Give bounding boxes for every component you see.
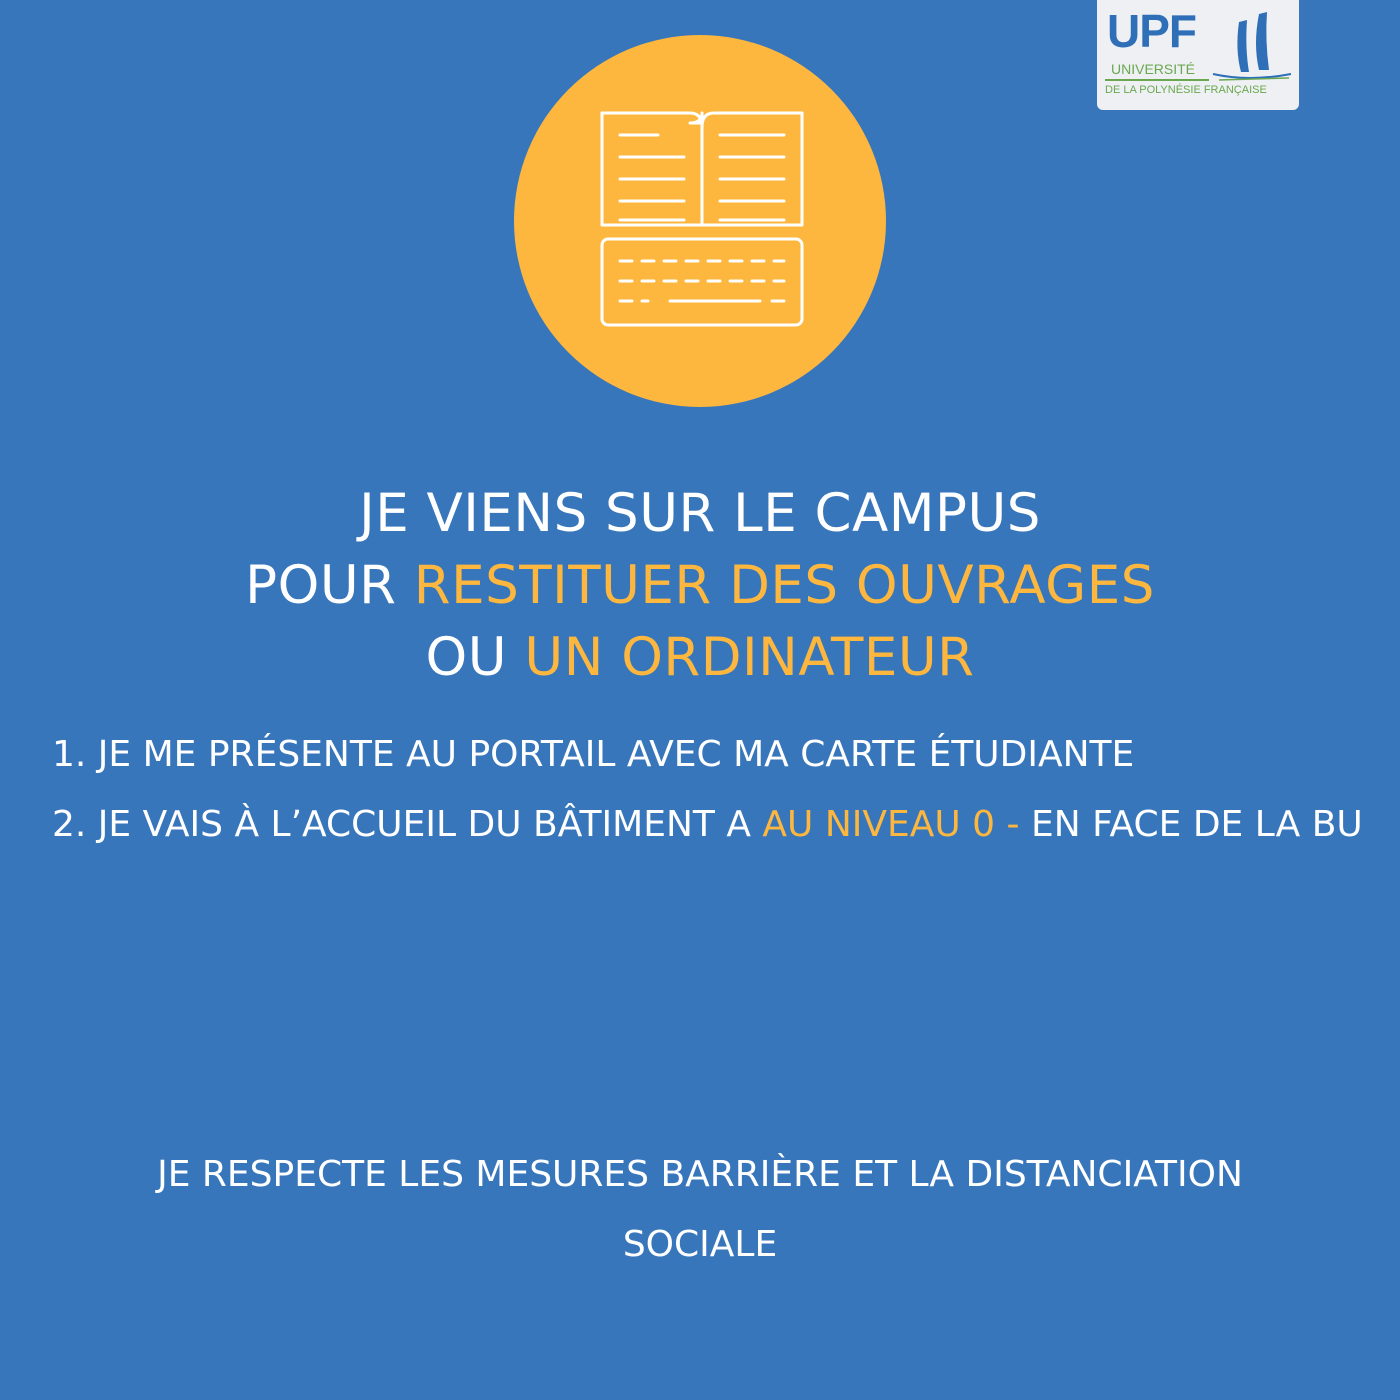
heading-line-3-highlight: UN ORDINATEUR [524, 627, 975, 688]
logo-university-name: DE LA POLYNÉSIE FRANÇAISE [1105, 84, 1267, 96]
footer-note-text: JE RESPECTE LES MESURES BARRIÈRE ET LA DISTANCIATION SOCIALE [157, 1154, 1243, 1265]
open-book-with-keyboard-icon [514, 35, 886, 407]
steps-list [52, 720, 1372, 860]
step-2 [52, 790, 1372, 860]
sail-boat-icon [1209, 10, 1293, 86]
main-heading [0, 478, 1400, 694]
logo-divider [1105, 79, 1209, 81]
logo-university-label: UNIVERSITÉ [1111, 61, 1196, 77]
heading-line-1: JE VIENS SUR LE CAMPUS [359, 483, 1041, 544]
upf-logo [1097, 0, 1299, 110]
heading-line-2 [0, 550, 1400, 622]
heading-line-3 [0, 622, 1400, 694]
heading-line-2-highlight: RESTITUER DES OUVRAGES [413, 555, 1155, 616]
heading-line-3-prefix: OU [425, 627, 508, 688]
step-2-prefix: 2. JE VAIS À L’ACCUEIL DU BÂTIMENT A [52, 804, 751, 845]
step-2-suffix: EN FACE DE LA BU [1030, 804, 1363, 845]
logo-acronym: UPF [1107, 5, 1196, 57]
step-2-highlight: AU NIVEAU 0 - [762, 804, 1020, 845]
icon-circle [514, 35, 886, 407]
footer-note [0, 1140, 1400, 1280]
heading-line-2-prefix: POUR [245, 555, 397, 616]
step-1: 1. JE ME PRÉSENTE AU PORTAIL AVEC MA CARTE ÉTUDIANTE [52, 734, 1135, 775]
